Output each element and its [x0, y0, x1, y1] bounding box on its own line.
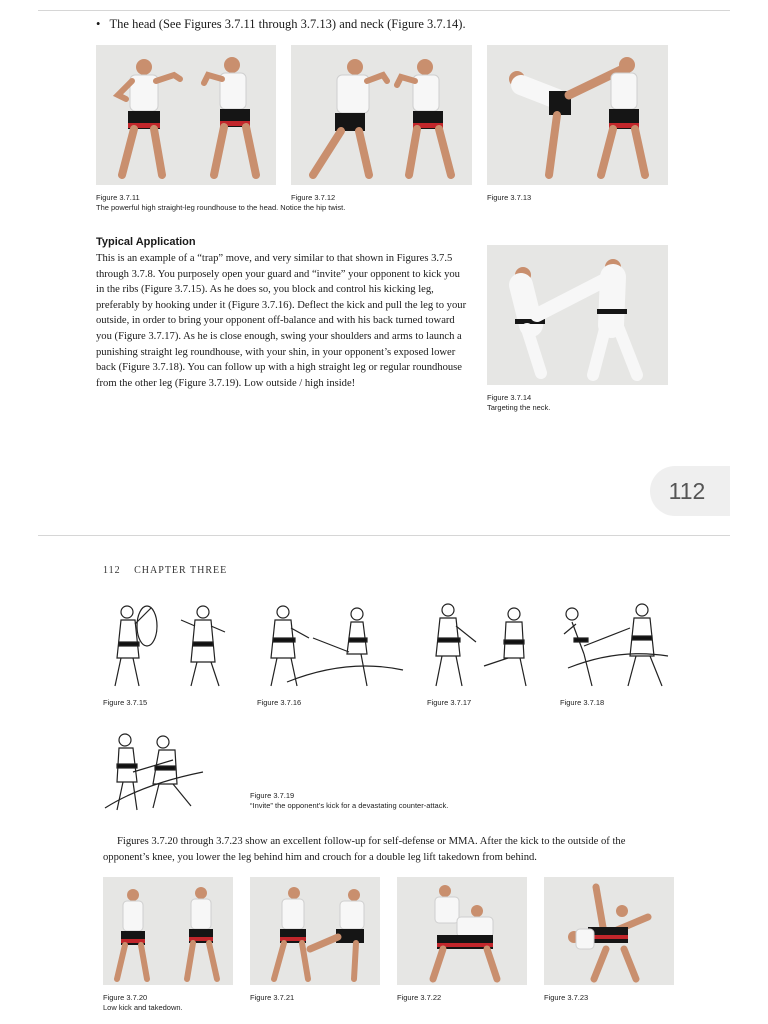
figure-label: Figure 3.7.20 [103, 993, 148, 1002]
body-paragraph: This is an example of a “trap” move, and very similar to that shown in Figures 3.7.5 through 3.7.8. You purposely open your guard and “invite” your opponent to kick you in the ribs (Figure 3.7.15). As he does so, you block and control his kicking leg, preferably by hooking under it (Figure 3.7.16). Deflect the kick and pull the leg to your outside, in order to bring your opponent off-balance and with his back turned toward you (Figure 3.7.17). As he is close enough, swing your shoulders and arms to launch a punishing straight leg roundhouse, with your shin, in your opponent’s exposed lower back (Figure 3.7.18). You can follow up with a high straight leg or regular roundhouse from the other leg (Figure 3.7.19). Low outside / high inside! [96, 253, 467, 389]
figure-caption: The powerful high straight-leg roundhouse to the head. Notice the hip twist. [96, 203, 346, 213]
caption-figure-3-7-15 [103, 698, 147, 708]
caption-figure-3-7-22 [397, 993, 441, 1003]
page-number-badge: 112 [650, 466, 730, 516]
top-divider [38, 10, 730, 11]
section-heading: Typical Application [96, 236, 196, 248]
running-chapter-title: CHAPTER THREE [134, 565, 228, 576]
drawing-figure-3-7-17 [420, 598, 540, 690]
figure-caption: “Invite” the opponent’s kick for a devastating counter-attack. [250, 801, 449, 811]
figure-label: Figure 3.7.17 [427, 698, 472, 707]
caption-figure-3-7-18 [560, 698, 604, 708]
photo-figure-3-7-23 [544, 877, 674, 985]
figure-label: Figure 3.7.11 [96, 193, 140, 202]
caption-figure-3-7-17 [427, 698, 471, 708]
bullet-mark: • [96, 17, 101, 31]
caption-figure-3-7-20 [103, 993, 183, 1013]
caption-figure-3-7-23 [544, 993, 588, 1003]
bullet-line [96, 17, 466, 32]
drawing-figure-3-7-18 [558, 598, 673, 690]
photo-figure-3-7-22 [397, 877, 527, 985]
photo-figure-3-7-12 [291, 45, 472, 185]
photo-figure-3-7-14 [487, 245, 668, 385]
body-paragraph-2: Figures 3.7.20 through 3.7.23 show an excellent follow-up for self-defense or MMA. After the kick to the outside of the opponent’s knee, you lower the leg behind him and crouch for a double leg lift takedown from behind. [103, 836, 626, 863]
photo-figure-3-7-11 [96, 45, 276, 185]
drawing-figure-3-7-16 [257, 598, 407, 690]
figure-caption: Targeting the neck. [487, 403, 551, 413]
page-divider [38, 535, 730, 536]
photo-figure-3-7-13 [487, 45, 668, 185]
figure-label: Figure 3.7.12 [291, 193, 336, 202]
figure-label: Figure 3.7.23 [544, 993, 589, 1002]
caption-figure-3-7-12 [291, 193, 335, 203]
figure-label: Figure 3.7.15 [103, 698, 148, 707]
drawing-figure-3-7-15 [103, 598, 233, 690]
figure-label: Figure 3.7.16 [257, 698, 302, 707]
figure-label: Figure 3.7.14 [487, 393, 532, 402]
figure-label: Figure 3.7.21 [250, 993, 295, 1002]
running-page-number: 112 [103, 565, 121, 576]
caption-figure-3-7-14 [487, 393, 550, 413]
figure-label: Figure 3.7.22 [397, 993, 442, 1002]
figure-label: Figure 3.7.19 [250, 791, 295, 800]
caption-figure-3-7-21 [250, 993, 294, 1003]
figure-label: Figure 3.7.13 [487, 193, 532, 202]
drawing-figure-3-7-19 [103, 728, 213, 814]
figure-caption: Low kick and takedown. [103, 1003, 183, 1013]
running-header [103, 565, 237, 576]
caption-figure-3-7-16 [257, 698, 301, 708]
photo-figure-3-7-20 [103, 877, 233, 985]
caption-figure-3-7-13 [487, 193, 531, 203]
caption-figure-3-7-11 [96, 193, 436, 213]
figure-label: Figure 3.7.18 [560, 698, 605, 707]
caption-figure-3-7-19 [250, 791, 550, 811]
bullet-text: The head (See Figures 3.7.11 through 3.7.13) and neck (Figure 3.7.14). [109, 17, 466, 31]
photo-figure-3-7-21 [250, 877, 380, 985]
